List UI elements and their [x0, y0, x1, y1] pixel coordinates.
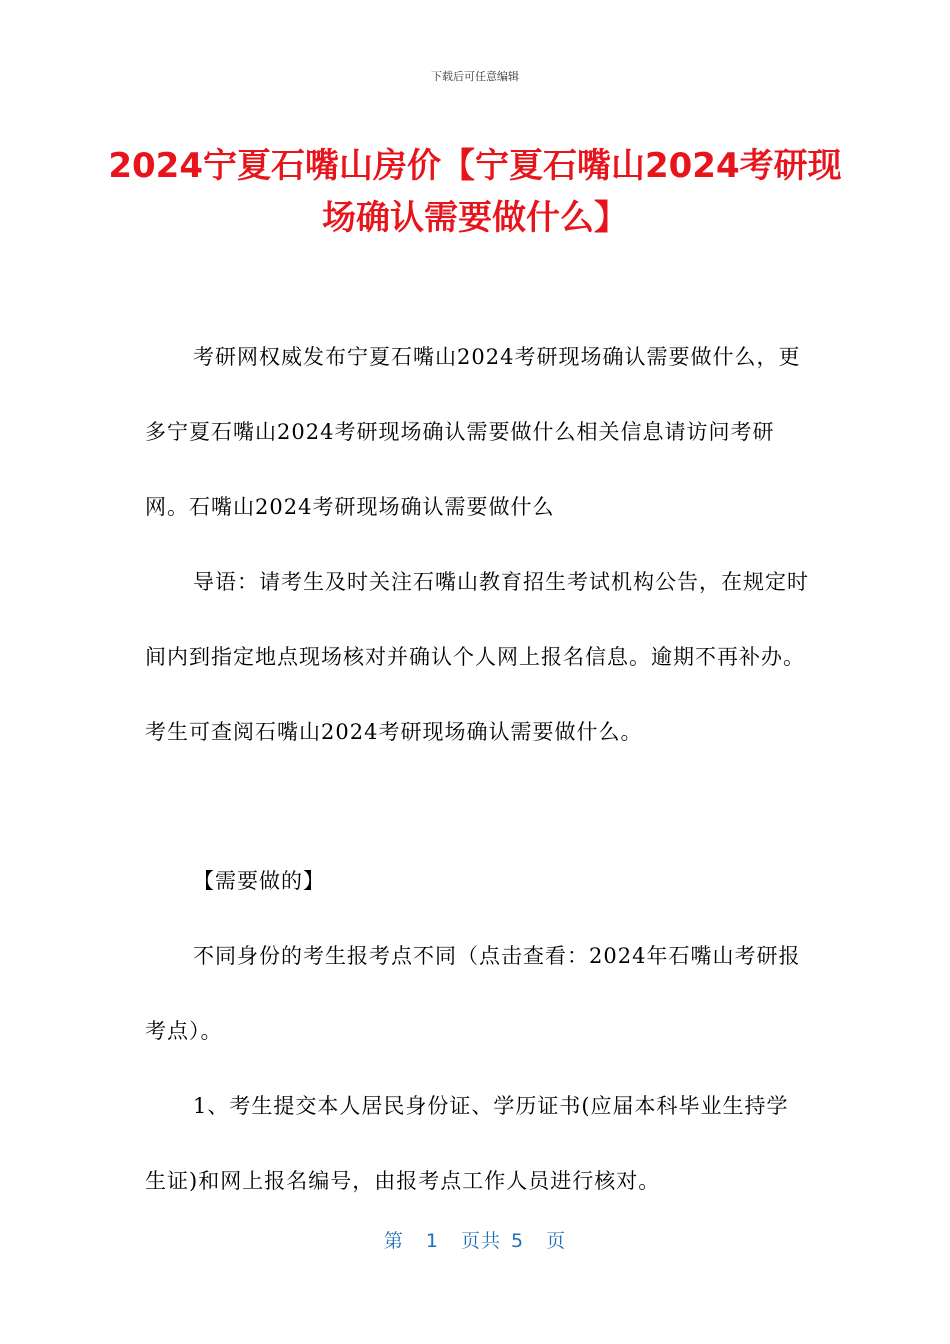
document-body: [145, 320, 810, 1219]
footer-middle: 页共: [460, 1230, 501, 1252]
header-note: 下载后可任意编辑: [431, 70, 519, 83]
footer-suffix: 页: [546, 1230, 567, 1252]
footer-total-pages: 5: [511, 1230, 525, 1252]
list-item: 1、考生提交本人居民身份证、学历证书(应届本科毕业生持学生证)和网上报名编号，由报考点工作人员进行核对。: [145, 1094, 789, 1193]
section-heading: 【需要做的】: [193, 869, 325, 893]
exam-site-paragraph: 不同身份的考生报考点不同（点击查看：2024年石嘴山考研报考点）。: [145, 944, 801, 1043]
document-title: 2024宁夏石嘴山房价【宁夏石嘴山2024考研现场确认需要做什么】: [108, 146, 842, 238]
intro-paragraph: 考研网权威发布宁夏石嘴山2024考研现场确认需要做什么，更多宁夏石嘴山2024考研现场确认需要做什么相关信息请访问考研网。石嘴山2024考研现场确认需要做什么: [145, 345, 801, 519]
guide-paragraph: 导语：请考生及时关注石嘴山教育招生考试机构公告，在规定时间内到指定地点现场核对并确认个人网上报名信息。逾期不再补办。考生可查阅石嘴山2024考研现场确认需要做什么。: [145, 570, 809, 744]
footer-prefix: 第: [383, 1230, 404, 1252]
footer-page-number: 1: [425, 1230, 439, 1252]
paragraph-gap: [145, 770, 810, 844]
page-footer: [0, 1226, 950, 1253]
